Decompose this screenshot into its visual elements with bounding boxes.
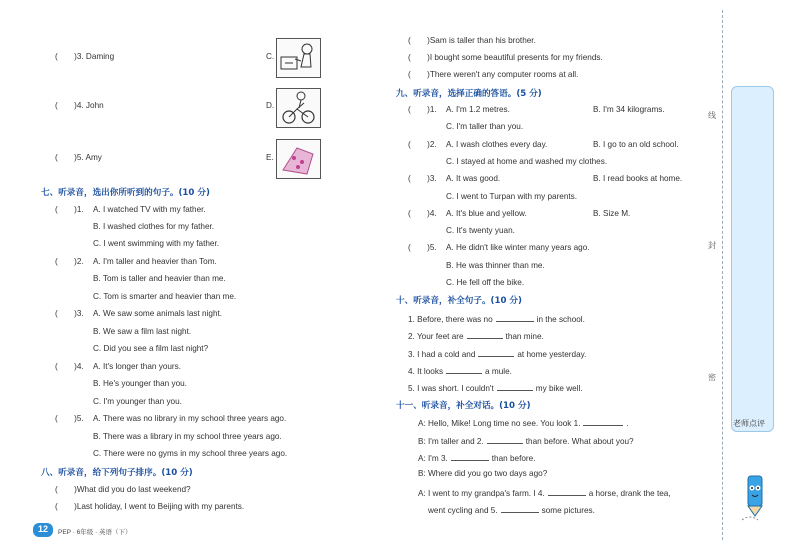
s7-q3-c: C. Did you see a film last night? xyxy=(93,344,209,353)
picture-letter-e: E. xyxy=(266,153,274,162)
dialog-line-6-post: some pictures. xyxy=(541,506,595,515)
s9-q1-a: A. I'm 1.2 metres. xyxy=(446,105,510,114)
s9-q4-b: B. Size M. xyxy=(593,209,631,218)
dialog-line-5 xyxy=(418,487,671,499)
s7-q5-c: C. There were no gyms in my school three years ago. xyxy=(93,449,288,458)
section-8-title: 八、听录音，给下列句子排序。(10 分) xyxy=(41,468,193,478)
s10-item-5 xyxy=(408,382,583,394)
dialog-line-6-pre: went cycling and 5. xyxy=(428,506,498,515)
s9-q3-b: B. I read books at home. xyxy=(593,174,683,183)
s10-item-2 xyxy=(408,330,544,342)
dialog-line-2 xyxy=(418,435,634,447)
section-11-title: 十一、听录音，补全对话。(10 分) xyxy=(396,401,531,411)
s7-q1-num: ( )1. xyxy=(55,205,84,214)
section-10-title: 十、听录音，补全句子。(10 分) xyxy=(396,296,522,306)
binding-char-mi: 密 xyxy=(708,373,716,382)
matching-item-5: ( )5. Amy xyxy=(55,153,102,162)
s7-q4-a: A. It's longer than yours. xyxy=(93,362,182,371)
s10-item-4-post: a mule. xyxy=(485,367,512,376)
s8-item-2: ( )Last holiday, I went to Beijing with my parents. xyxy=(55,502,245,511)
dialog-line-3 xyxy=(418,452,535,464)
s9-q4-num: ( )4. xyxy=(408,209,437,218)
s7-q3-b: B. We saw a film last night. xyxy=(93,327,192,336)
s10-item-2-post: than mine. xyxy=(505,332,544,341)
s10-item-5-pre: 5. I was short. I couldn't xyxy=(408,384,494,393)
answer-blank[interactable] xyxy=(467,330,503,339)
s10-item-3-post: at home yesterday. xyxy=(517,350,587,359)
dialog-line-1-post: . xyxy=(626,419,629,428)
s10-item-4 xyxy=(408,365,512,377)
s9-q5-num: ( )5. xyxy=(408,243,437,252)
s8-item-1: ( )What did you do last weekend? xyxy=(55,485,191,494)
boy-cycling-icon xyxy=(276,88,321,128)
dialog-line-2-post: than before. What about you? xyxy=(525,437,634,446)
s7-q1-a: A. I watched TV with my father. xyxy=(93,205,206,214)
s9-q3-a: A. It was good. xyxy=(446,174,501,183)
dialog-line-5-pre: A: I went to my grandpa's farm. I 4. xyxy=(418,489,545,498)
dialog-line-5-post: a horse, drank the tea, xyxy=(588,489,671,498)
answer-blank[interactable] xyxy=(548,487,586,496)
matching-item-3: ( )3. Daming xyxy=(55,52,115,61)
s7-q1-b: B. I washed clothes for my father. xyxy=(93,222,215,231)
binding-char-xian: 线 xyxy=(708,111,716,120)
answer-blank[interactable] xyxy=(583,417,623,426)
answer-blank[interactable] xyxy=(501,504,539,513)
s8-item-3: ( )Sam is taller than his brother. xyxy=(408,36,536,45)
s8-item-5: ( )There weren't any computer rooms at all. xyxy=(408,70,579,79)
book-footer-label: PEP · 6年级 · 英语（下） xyxy=(58,529,132,536)
s7-q4-b: B. He's younger than you. xyxy=(93,379,187,388)
section-7-title: 七、听录音，选出你所听到的句子。(10 分) xyxy=(41,188,210,198)
answer-blank[interactable] xyxy=(487,435,523,444)
dialog-line-3-post: than before. xyxy=(491,454,536,463)
s9-q1-num: ( )1. xyxy=(408,105,437,114)
pencil-mascot-icon xyxy=(740,470,770,522)
dialog-line-6 xyxy=(428,504,595,516)
girl-flowers-icon xyxy=(276,139,321,179)
dialog-line-2-pre: B: I'm taller and 2. xyxy=(418,437,484,446)
s10-item-5-post: my bike well. xyxy=(535,384,583,393)
s10-item-2-pre: 2. Your feet are xyxy=(408,332,464,341)
picture-letter-d: D. xyxy=(266,101,275,110)
teacher-comment-panel xyxy=(731,86,774,432)
s10-item-3 xyxy=(408,348,586,360)
binding-char-feng: 封 xyxy=(708,241,716,250)
s9-q1-c: C. I'm taller than you. xyxy=(446,122,524,131)
dialog-line-1-pre: A: Hello, Mike! Long time no see. You look 1. xyxy=(418,419,581,428)
s9-q4-c: C. It's twenty yuan. xyxy=(446,226,515,235)
s9-q1-b: B. I'm 34 kilograms. xyxy=(593,105,665,114)
s7-q3-num: ( )3. xyxy=(55,309,84,318)
answer-blank[interactable] xyxy=(451,452,489,461)
section-9-title: 九、听录音，选择正确的答语。(5 分) xyxy=(396,89,542,99)
s7-q2-num: ( )2. xyxy=(55,257,84,266)
picture-letter-c: C. xyxy=(266,52,275,61)
s10-item-4-pre: 4. It looks xyxy=(408,367,444,376)
answer-blank[interactable] xyxy=(478,348,514,357)
s9-q2-num: ( )2. xyxy=(408,140,437,149)
dialog-line-3-pre: A: I'm 3. xyxy=(418,454,448,463)
answer-blank[interactable] xyxy=(496,313,534,322)
s9-q2-b: B. I go to an old school. xyxy=(593,140,679,149)
s9-q3-c: C. I went to Turpan with my parents. xyxy=(446,192,578,201)
s9-q4-a: A. It's blue and yellow. xyxy=(446,209,527,218)
s7-q3-a: A. We saw some animals last night. xyxy=(93,309,223,318)
boy-painting-icon xyxy=(276,38,321,78)
s9-q5-c: C. He fell off the bike. xyxy=(446,278,525,287)
s9-q5-a: A. He didn't like winter many years ago. xyxy=(446,243,590,252)
s10-item-1 xyxy=(408,313,585,325)
s9-q3-num: ( )3. xyxy=(408,174,437,183)
s9-q2-c: C. I stayed at home and washed my clothes. xyxy=(446,157,608,166)
s7-q5-b: B. There was a library in my school three years ago. xyxy=(93,432,282,441)
s7-q4-c: C. I'm younger than you. xyxy=(93,397,182,406)
s10-item-1-pre: 1. Before, there was no xyxy=(408,315,493,324)
s7-q2-c: C. Tom is smarter and heavier than me. xyxy=(93,292,237,301)
s7-q2-a: A. I'm taller and heavier than Tom. xyxy=(93,257,217,266)
s10-item-3-pre: 3. I had a cold and xyxy=(408,350,476,359)
matching-item-4: ( )4. John xyxy=(55,101,104,110)
s9-q5-b: B. He was thinner than me. xyxy=(446,261,545,270)
binding-cut-line xyxy=(722,10,724,540)
s7-q4-num: ( )4. xyxy=(55,362,84,371)
s8-item-4: ( )I bought some beautiful presents for my friends. xyxy=(408,53,603,62)
s9-q2-a: A. I wash clothes every day. xyxy=(446,140,548,149)
s7-q5-a: A. There was no library in my school three years ago. xyxy=(93,414,287,423)
teacher-comment-label: 老师点评 xyxy=(733,419,765,428)
answer-blank[interactable] xyxy=(446,365,482,374)
s10-item-1-post: in the school. xyxy=(536,315,585,324)
s7-q1-c: C. I went swimming with my father. xyxy=(93,239,220,248)
dialog-line-4: B: Where did you go two days ago? xyxy=(418,469,548,478)
dialog-line-1 xyxy=(418,417,629,429)
answer-blank[interactable] xyxy=(497,382,533,391)
page-number: 12 xyxy=(33,523,53,537)
s7-q2-b: B. Tom is taller and heavier than me. xyxy=(93,274,226,283)
s7-q5-num: ( )5. xyxy=(55,414,84,423)
